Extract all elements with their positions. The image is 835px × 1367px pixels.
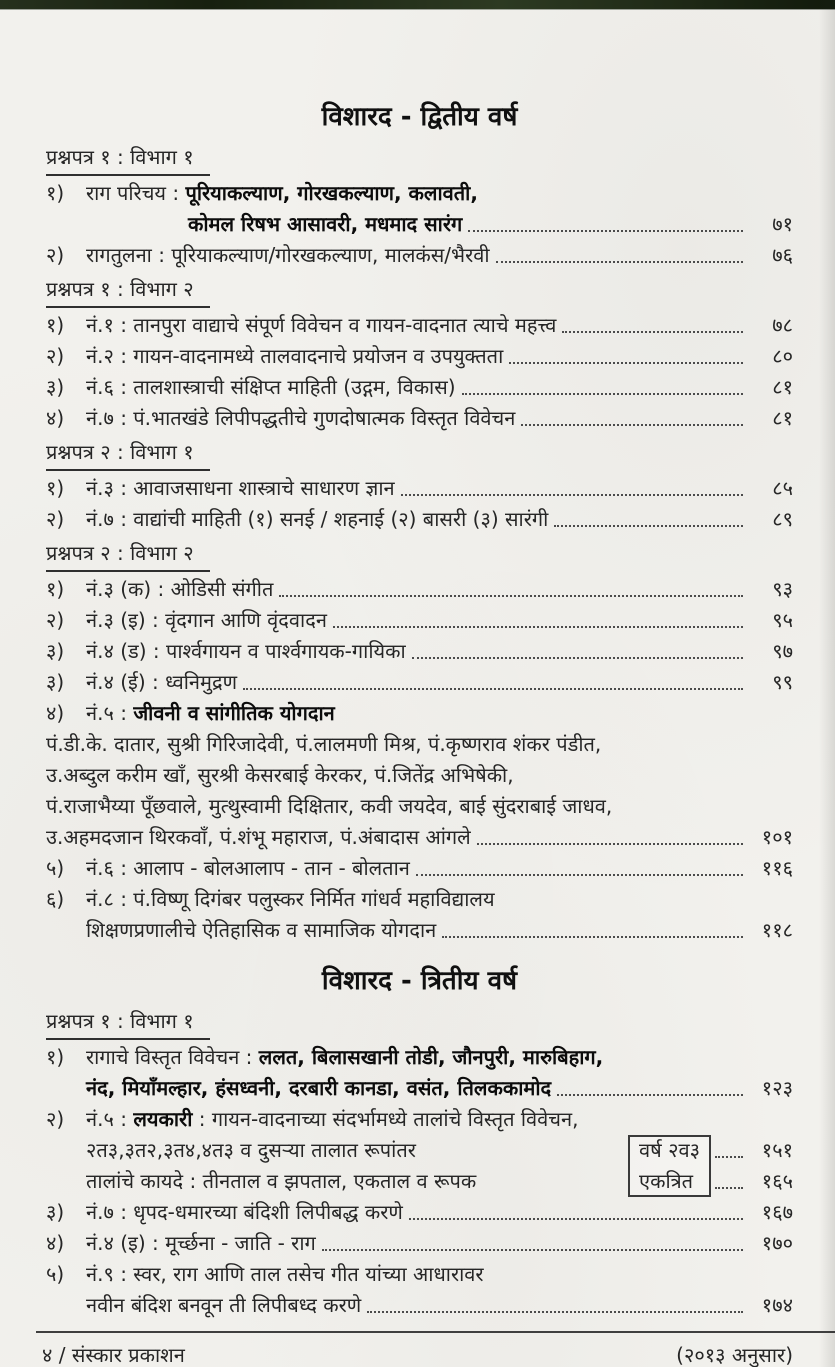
item-text: २त३,३त२,३त४,४त३ व दुसऱ्या तालात रूपांतर [86, 1138, 416, 1162]
item-number: ४) [46, 406, 65, 430]
item-content [86, 884, 793, 946]
item-text: नंद, मियाँमल्हार, हंसध्वनी, दरबारी कानडा, वसंत, तिलककामोद [86, 1076, 552, 1100]
item-line [86, 178, 793, 209]
page-number: ७८ [772, 313, 793, 337]
toc-item [46, 605, 793, 636]
item-content [86, 1197, 793, 1228]
item-content [86, 1228, 793, 1259]
dotted-leader [715, 1156, 743, 1158]
item-line [86, 915, 793, 946]
item-content [86, 667, 793, 698]
item-number: १) [46, 181, 65, 205]
item-line [86, 1104, 793, 1135]
item-line [86, 1042, 793, 1073]
section-title: विशारद - त्रितीय वर्ष [321, 966, 518, 996]
item-content [86, 1259, 793, 1321]
scan-top-edge [0, 0, 835, 10]
page-number: ८९ [772, 507, 793, 531]
item-number: ३) [46, 1200, 65, 1224]
item-content [86, 341, 793, 372]
page-number: १७४ [761, 1293, 793, 1317]
dotted-leader [416, 874, 743, 876]
item-text: नं.६ : तालशास्त्राची संक्षिप्त माहिती (उद्गम, विकास) [86, 375, 456, 399]
item-text: पूरियाकल्याण, गोरखकल्याण, कलावती, [185, 181, 478, 205]
item-line [86, 1290, 793, 1321]
item-content [86, 636, 793, 667]
item-number: १) [46, 577, 65, 601]
item-number: २) [46, 243, 65, 267]
item-line [86, 1073, 793, 1104]
page-number: ९९ [772, 670, 793, 694]
toc [0, 10, 835, 1321]
dotted-leader [243, 688, 743, 690]
item-text: नं.९ : स्वर, राग आणि ताल तसेच गीत यांच्या आधारावर [86, 1262, 484, 1286]
item-text: लयकारी [133, 1107, 193, 1131]
group-heading [46, 437, 793, 471]
item-text: नं.४ (इ) : मूर्च्छना - जाति - राग [86, 1231, 316, 1255]
dotted-leader [554, 525, 743, 527]
item-line [46, 791, 793, 822]
item-content [86, 473, 793, 504]
toc-item [46, 574, 793, 605]
item-text: तालांचे कायदे : तीनताल व झपताल, एकताल व रूपक [86, 1169, 477, 1193]
item-content [86, 240, 793, 271]
item-content [86, 310, 793, 341]
item-text: कोमल रिषभ आसावरी, मधमाद सारंग [188, 212, 463, 236]
item-number: ५) [46, 1262, 65, 1286]
item-text: नं.३ (क) : ओडिसी संगीत [86, 577, 274, 601]
item-text: शिक्षणप्रणालीचे ऐतिहासिक व सामाजिक योगदान [86, 918, 437, 942]
item-line [46, 822, 793, 853]
item-number: ३) [46, 639, 65, 663]
item-line [86, 473, 793, 504]
item-line [86, 310, 793, 341]
item-number: १) [46, 313, 65, 337]
item-text: नं.७ : वाद्यांची माहिती (१) सनई / शहनाई (२) बासरी (३) सारंगी [86, 507, 549, 531]
item-text: : गायन-वादनाच्या संदर्भामध्ये तालांचे विस्तृत विवेचन, [192, 1107, 579, 1131]
item-line [86, 853, 793, 884]
dotted-leader [333, 626, 743, 628]
dotted-leader [367, 1311, 743, 1313]
toc-item [46, 1228, 793, 1259]
item-line [86, 240, 793, 271]
box-label: एकत्रित [639, 1169, 694, 1193]
toc-item [46, 1042, 793, 1104]
item-line [86, 667, 793, 698]
item-line [86, 636, 793, 667]
item-line [46, 729, 793, 760]
item-content [86, 853, 793, 884]
item-text: रागतुलना : पूरियाकल्याण/गोरखकल्याण, मालकंस/भैरवी [86, 243, 490, 267]
section-title: विशारद - द्वितीय वर्ष [321, 102, 518, 132]
item-text: उ.अब्दुल करीम खाँ, सुरश्री केसरबाई केरकर, पं.जितेंद्र अभिषेकी, [46, 763, 514, 787]
boxed-lines [86, 1135, 793, 1197]
item-number: ५) [46, 856, 65, 880]
item-line [86, 1259, 793, 1290]
toc-item [46, 504, 793, 535]
dotted-leader [496, 261, 743, 263]
toc-item [46, 1197, 793, 1228]
dotted-leader [509, 362, 743, 364]
item-text: नं.४ (ड) : पार्श्वगायन व पार्श्वगायक-गायिका [86, 639, 406, 663]
dotted-leader [279, 595, 743, 597]
item-text: नं.६ : आलाप - बोलआलाप - तान - बोलतान [86, 856, 410, 880]
item-text: नवीन बंदिश बनवून ती लिपीबध्द करणे [86, 1293, 362, 1317]
item-text: पं.राजाभैय्या पूँछवाले, मुत्थुस्वामी दिक्षितार, कवी जयदेव, बाई सुंदराबाई जाधव, [46, 794, 613, 818]
group-heading-text: प्रश्नपत्र २ : विभाग २ [46, 538, 210, 572]
group-heading [46, 274, 793, 308]
item-line [86, 1197, 793, 1228]
item-text: नं.५ : [86, 701, 134, 725]
page-number: ११८ [761, 918, 793, 942]
page-number: १६५ [761, 1169, 793, 1193]
item-content [86, 574, 793, 605]
toc-item [46, 310, 793, 341]
item-text: नं.७ : धृपद-धमारच्या बंदिशी लिपीबद्ध करणे [86, 1200, 403, 1224]
item-number: २) [46, 608, 65, 632]
page-number: १७० [761, 1231, 793, 1255]
toc-item [46, 240, 793, 271]
item-text: नं.१ : तानपुरा वाद्याचे संपूर्ण विवेचन व गायन-वादनात त्याचे महत्त्व [86, 313, 557, 337]
item-line [86, 1228, 793, 1259]
item-text: नं.२ : गायन-वादनामध्ये तालवादनाचे प्रयोजन व उपयुक्तता [86, 344, 504, 368]
item-number: ४) [46, 701, 65, 725]
page-number: ९३ [772, 577, 793, 601]
item-text: नं.५ : [86, 1107, 134, 1131]
item-line [86, 504, 793, 535]
item-text: उ.अहमदजान थिरकवाँ, पं.शंभू महाराज, पं.अंबादास आंगले [46, 825, 471, 849]
footer-right: (२०१३ अनुसार) [676, 1343, 793, 1367]
item-content [86, 178, 793, 240]
item-text: नं.८ : पं.विष्णू दिगंबर पलुस्कर निर्मित गांधर्व महाविद्यालय [86, 887, 495, 911]
toc-item [46, 698, 793, 853]
dotted-leader [562, 331, 743, 333]
toc-item [46, 884, 793, 946]
toc-item [46, 667, 793, 698]
group-heading-text: प्रश्नपत्र २ : विभाग १ [46, 437, 210, 471]
dotted-leader [442, 936, 743, 938]
item-text: नं.३ (इ) : वृंदगान आणि वृंदवादन [86, 608, 327, 632]
group-heading-text: प्रश्नपत्र १ : विभाग १ [46, 1006, 210, 1040]
page-number: ११६ [761, 856, 793, 880]
toc-item [46, 1104, 793, 1197]
toc-item [46, 636, 793, 667]
page-number: ९५ [772, 608, 793, 632]
item-text: जीवनी व सांगीतिक योगदान [133, 701, 335, 725]
item-line [86, 341, 793, 372]
group-heading-text: प्रश्नपत्र १ : विभाग २ [46, 274, 210, 308]
page-number: ८१ [772, 406, 793, 430]
item-number: १) [46, 1045, 65, 1069]
item-line [188, 209, 793, 240]
group-heading [46, 1006, 793, 1040]
page-number: ९७ [772, 639, 793, 663]
item-line [86, 403, 793, 434]
toc-item [46, 341, 793, 372]
item-number: ३) [46, 375, 65, 399]
page-number: ७१ [772, 212, 793, 236]
page-number: १५१ [761, 1138, 793, 1162]
page-number: १६७ [761, 1200, 793, 1224]
item-content [86, 605, 793, 636]
dotted-leader [462, 393, 743, 395]
page-number: १२३ [761, 1076, 793, 1100]
toc-item [46, 1259, 793, 1321]
item-text: रागाचे विस्तृत विवेचन : [86, 1045, 259, 1069]
item-line [86, 698, 793, 729]
item-content [86, 1104, 793, 1197]
group-heading [46, 142, 793, 176]
page-number: ८५ [772, 476, 793, 500]
page-number: १०१ [761, 825, 793, 849]
item-number: २) [46, 344, 65, 368]
dotted-leader [468, 230, 743, 232]
group-heading [46, 538, 793, 572]
toc-item [46, 473, 793, 504]
page-number: ८१ [772, 375, 793, 399]
toc-item [46, 403, 793, 434]
item-content [86, 504, 793, 535]
item-line [86, 372, 793, 403]
toc-item [46, 853, 793, 884]
item-number: १) [46, 476, 65, 500]
toc-item [46, 372, 793, 403]
combined-years-box [628, 1135, 711, 1197]
page-number: ७६ [772, 243, 793, 267]
item-content [86, 403, 793, 434]
item-number: २) [46, 507, 65, 531]
item-text: राग परिचय : [86, 181, 186, 205]
item-number: ६) [46, 887, 65, 911]
group-heading-text: प्रश्नपत्र १ : विभाग १ [46, 142, 210, 176]
item-text: नं.४ (ई) : ध्वनिमुद्रण [86, 670, 238, 694]
item-number: २) [46, 1107, 65, 1131]
dotted-leader [322, 1249, 743, 1251]
item-number: ४) [46, 1231, 65, 1255]
dotted-leader [401, 494, 743, 496]
dotted-leader [521, 424, 743, 426]
item-line [86, 605, 793, 636]
box-label: वर्ष २व३ [639, 1138, 700, 1162]
item-number: ३) [46, 670, 65, 694]
item-content [86, 1042, 793, 1104]
item-text: पं.डी.के. दातार, सुश्री गिरिजादेवी, पं.लालमणी मिश्र, पं.कृष्णराव शंकर पंडीत, [46, 732, 602, 756]
toc-item [46, 178, 793, 240]
item-line [46, 760, 793, 791]
item-text: नं.३ : आवाजसाधना शास्त्राचे साधारण ज्ञान [86, 476, 395, 500]
item-content [86, 372, 793, 403]
page-number: ८० [772, 344, 793, 368]
dotted-leader [409, 1218, 743, 1220]
item-line [86, 884, 793, 915]
toc-section [46, 100, 793, 946]
item-content [46, 698, 793, 853]
footer-left: ४ / संस्कार प्रकाशन [42, 1343, 185, 1367]
dotted-leader [715, 1187, 743, 1189]
item-text: नं.७ : पं.भातखंडे लिपीपद्धतीचे गुणदोषात्मक विस्तृत विवेचन [86, 406, 516, 430]
dotted-leader [477, 843, 743, 845]
item-text: ललत, बिलासखानी तोडी, जौनपुरी, मारुबिहाग, [258, 1045, 604, 1069]
item-line [86, 574, 793, 605]
page-footer [36, 1331, 835, 1367]
toc-section [46, 964, 793, 1321]
dotted-leader [412, 657, 743, 659]
dotted-leader [557, 1094, 743, 1096]
